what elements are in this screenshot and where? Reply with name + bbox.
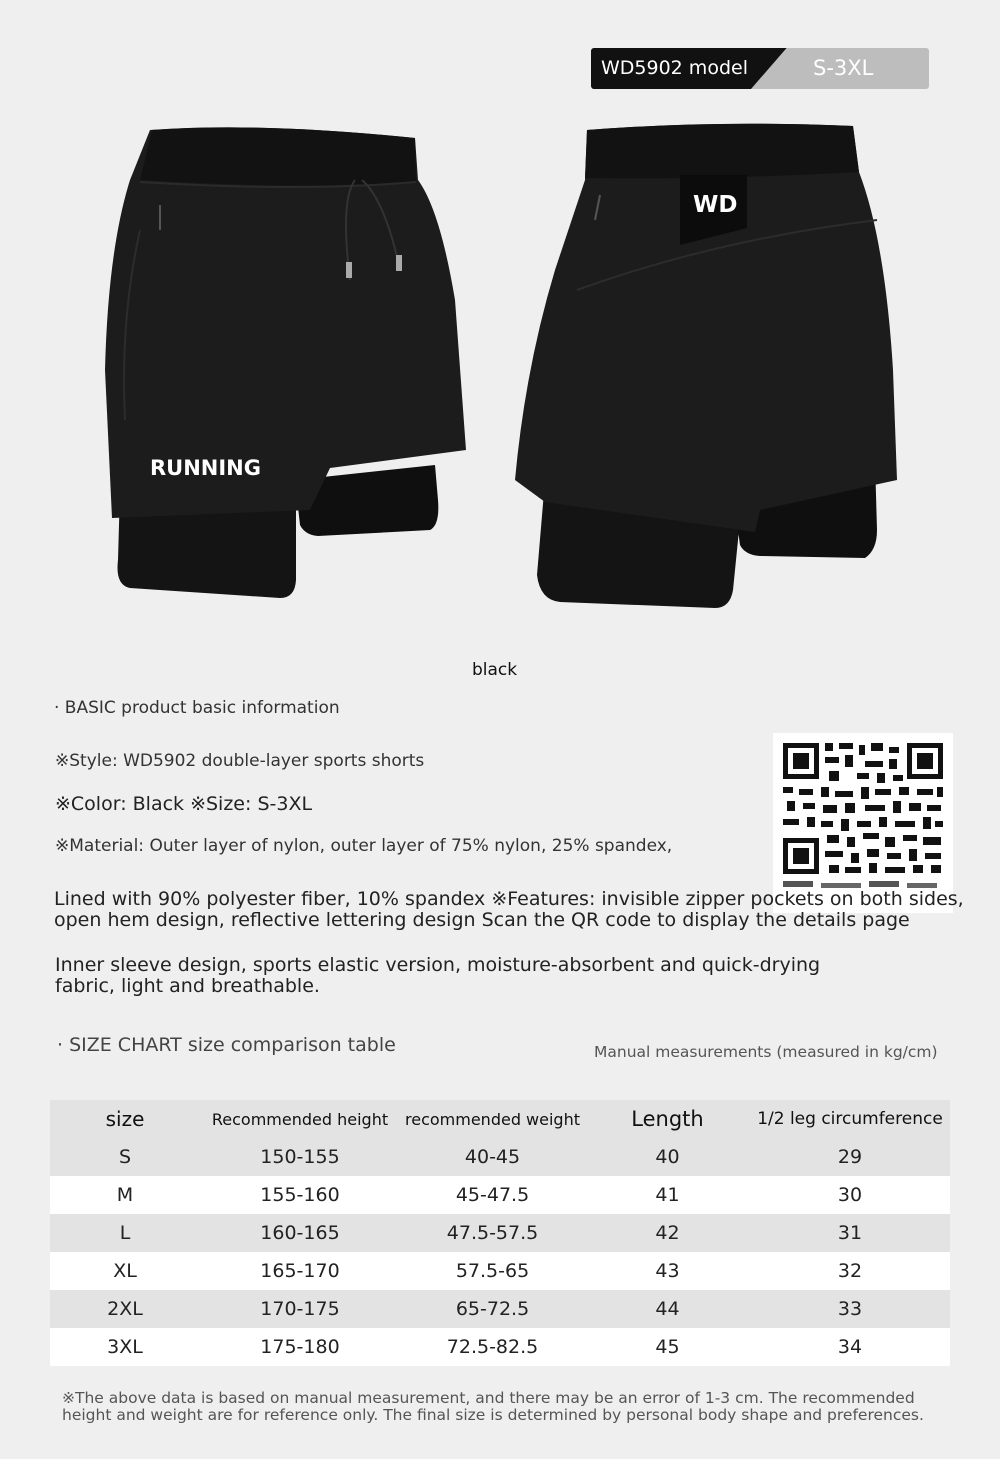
features-line-1: Lined with 90% polyester fiber, 10% spandex ※Features: invisible zipper pockets on both sides, xyxy=(54,888,964,910)
cell-length: 41 xyxy=(655,1184,680,1206)
table-row xyxy=(50,1214,950,1252)
cell-leg: 30 xyxy=(837,1184,863,1206)
table-row xyxy=(50,1138,950,1176)
disclaimer-line-2: height and weight are for reference only. The final size is determined by personal body shape and preferences. xyxy=(62,1406,924,1424)
cell-length: 44 xyxy=(655,1298,680,1320)
cell-size: 3XL xyxy=(107,1336,143,1358)
fabric-line-2: fabric, light and breathable. xyxy=(55,975,320,997)
cell-weight: 40-45 xyxy=(464,1146,521,1168)
cell-height: 155-160 xyxy=(260,1184,340,1206)
table-row xyxy=(50,1252,950,1290)
header-weight: recommended weight xyxy=(405,1109,580,1129)
header-length: Length xyxy=(631,1107,704,1131)
cell-length: 42 xyxy=(655,1222,680,1244)
fabric-line-1: Inner sleeve design, sports elastic version, moisture-absorbent and quick-drying xyxy=(55,954,821,976)
disclaimer-line-1: ※The above data is based on manual measurement, and there may be an error of 1-3 cm. The recommended xyxy=(62,1389,915,1407)
cell-leg: 32 xyxy=(837,1260,863,1282)
table-row xyxy=(50,1328,950,1366)
cell-length: 43 xyxy=(655,1260,680,1282)
cell-size: 2XL xyxy=(107,1298,143,1320)
cell-height: 160-165 xyxy=(260,1222,340,1244)
cell-size: S xyxy=(118,1146,132,1168)
size-chart-heading: · SIZE CHART size comparison table xyxy=(57,1034,396,1056)
table-row xyxy=(50,1176,950,1214)
cell-length: 45 xyxy=(655,1336,680,1358)
cell-size: L xyxy=(119,1222,131,1244)
features-paragraph xyxy=(54,889,964,931)
cell-height: 165-170 xyxy=(260,1260,340,1282)
info-material: ※Material: Outer layer of nylon, outer layer of 75% nylon, 25% spandex, xyxy=(55,836,673,856)
cell-weight: 65-72.5 xyxy=(455,1298,530,1320)
wd-print: WD xyxy=(693,192,738,218)
badge-size-range: S-3XL xyxy=(813,56,874,80)
cell-weight: 47.5-57.5 xyxy=(446,1222,539,1244)
cell-leg: 33 xyxy=(837,1298,863,1320)
model-badge xyxy=(591,48,929,89)
cell-height: 175-180 xyxy=(260,1336,340,1358)
fabric-paragraph xyxy=(55,955,820,997)
info-color-size: ※Color: Black ※Size: S-3XL xyxy=(55,793,313,815)
cell-weight: 57.5-65 xyxy=(455,1260,530,1282)
measurement-disclaimer xyxy=(62,1390,924,1424)
shorts-front-image xyxy=(100,120,480,610)
cell-weight: 72.5-82.5 xyxy=(446,1336,539,1358)
running-print: RUNNING xyxy=(150,456,261,480)
color-caption: black xyxy=(472,660,518,680)
cell-size: M xyxy=(116,1184,134,1206)
size-chart-note: Manual measurements (measured in kg/cm) xyxy=(594,1043,938,1061)
features-line-2: open hem design, reflective lettering design Scan the QR code to display the details page xyxy=(54,909,910,931)
cell-size: XL xyxy=(113,1260,137,1282)
header-height: Recommended height xyxy=(211,1109,389,1129)
header-size: size xyxy=(105,1107,145,1131)
cell-leg: 34 xyxy=(837,1336,863,1358)
info-style: ※Style: WD5902 double-layer sports shorts xyxy=(55,751,425,771)
cell-height: 170-175 xyxy=(260,1298,340,1320)
basic-info-heading: · BASIC product basic information xyxy=(54,698,340,718)
size-table xyxy=(50,1100,950,1366)
table-header-row xyxy=(50,1100,950,1138)
cell-weight: 45-47.5 xyxy=(455,1184,530,1206)
badge-model-label: WD5902 model xyxy=(601,57,748,79)
cell-height: 150-155 xyxy=(260,1146,340,1168)
cell-leg: 29 xyxy=(837,1146,863,1168)
table-row xyxy=(50,1290,950,1328)
header-leg-circumference: 1/2 leg circumference xyxy=(757,1109,943,1129)
qr-code-image xyxy=(773,733,953,913)
cell-length: 40 xyxy=(655,1146,680,1168)
cell-leg: 31 xyxy=(837,1222,863,1244)
shorts-back-image xyxy=(515,120,905,615)
